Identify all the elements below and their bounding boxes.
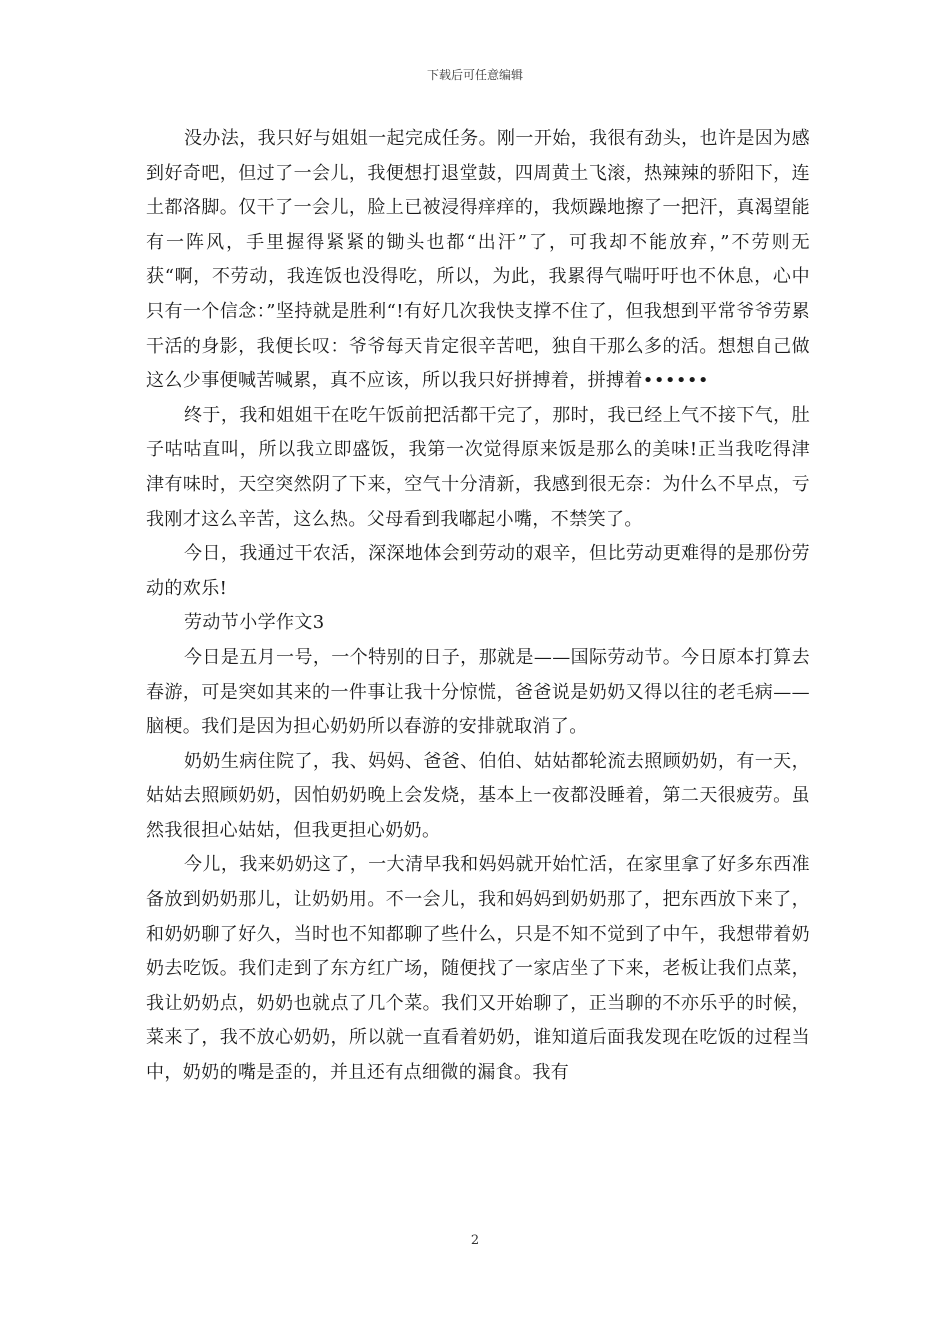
paragraph: 今儿，我来奶奶这了，一大清早我和妈妈就开始忙活，在家里拿了好多东西准备放到奶奶那儿，让奶奶用。不一会儿，我和妈妈到奶奶那了，把东西放下来了，和奶奶聊了好久，当时也不知都聊了些什么，只是不知不觉到了中午，我想带着奶奶去吃饭。我们走到了东方红广场，随便找了一家店坐了下来，老板让我们点菜，我让奶奶点，奶奶也就点了几个菜。我们又开始聊了，正当聊的不亦乐乎的时候，菜来了，我不放心奶奶，所以就一直看着奶奶，谁知道后面我发现在吃饭的过程当中，奶奶的嘴是歪的，并且还有点细微的漏食。我有 xyxy=(146,854,810,1084)
paragraph: 今日是五月一号，一个特别的日子，那就是——国际劳动节。今日原本打算去春游，可是突如其来的一件事让我十分惊慌，爸爸说是奶奶又得以往的老毛病——脑梗。我们是因为担心奶奶所以春游的安排就取消了。 xyxy=(146,646,810,738)
paragraph: 终于，我和姐姐干在吃午饭前把活都干完了，那时，我已经上气不接下气，肚子咕咕直叫，所以我立即盛饭，我第一次觉得原来饭是那么的美味!正当我吃得津津有味时，天空突然阴了下来，空气十分清新，我感到很无奈：为什么不早点，亏我刚才这么辛苦，这么热。父母看到我嘟起小嘴，不禁笑了。 xyxy=(146,404,810,530)
page-number: 2 xyxy=(470,1233,480,1248)
paragraph: 今日，我通过干农活，深深地体会到劳动的艰辛，但比劳动更难得的是那份劳动的欢乐! xyxy=(146,543,810,599)
document-body xyxy=(146,122,810,1091)
section-title: 劳动节小学作文3 xyxy=(184,612,325,634)
page-header-note: 下载后可任意编辑 xyxy=(426,68,523,82)
paragraph: 没办法，我只好与姐姐一起完成任务。刚一开始，我很有劲头，也许是因为感到好奇吧，但过了一会儿，我便想打退堂鼓，四周黄土飞滚，热辣辣的骄阳下，连土都洛脚。仅干了一会儿，脸上已被浸得痒痒的，我烦躁地擦了一把汗，真渴望能有一阵风，手里握得紧紧的锄头也都“出汗”了，可我却不能放弃，”不劳则无获“啊，不劳动，我连饭也没得吃，所以，为此，我累得气喘吁吁也不休息，心中只有一个信念：”坚持就是胜利“!有好几次我快支撑不住了，但我想到平常爷爷劳累干活的身影，我便长叹：爷爷每天肯定很辛苦吧，独自干那么多的活。想想自己做这么少事便喊苦喊累，真不应该，所以我只好拼搏着，拼搏着•••••• xyxy=(146,128,810,392)
paragraph: 奶奶生病住院了，我、妈妈、爸爸、伯伯、姑姑都轮流去照顾奶奶，有一天，姑姑去照顾奶奶，因怕奶奶晚上会发烧，基本上一夜都没睡着，第二天很疲劳。虽然我很担心姑姑，但我更担心奶奶。 xyxy=(146,750,810,841)
